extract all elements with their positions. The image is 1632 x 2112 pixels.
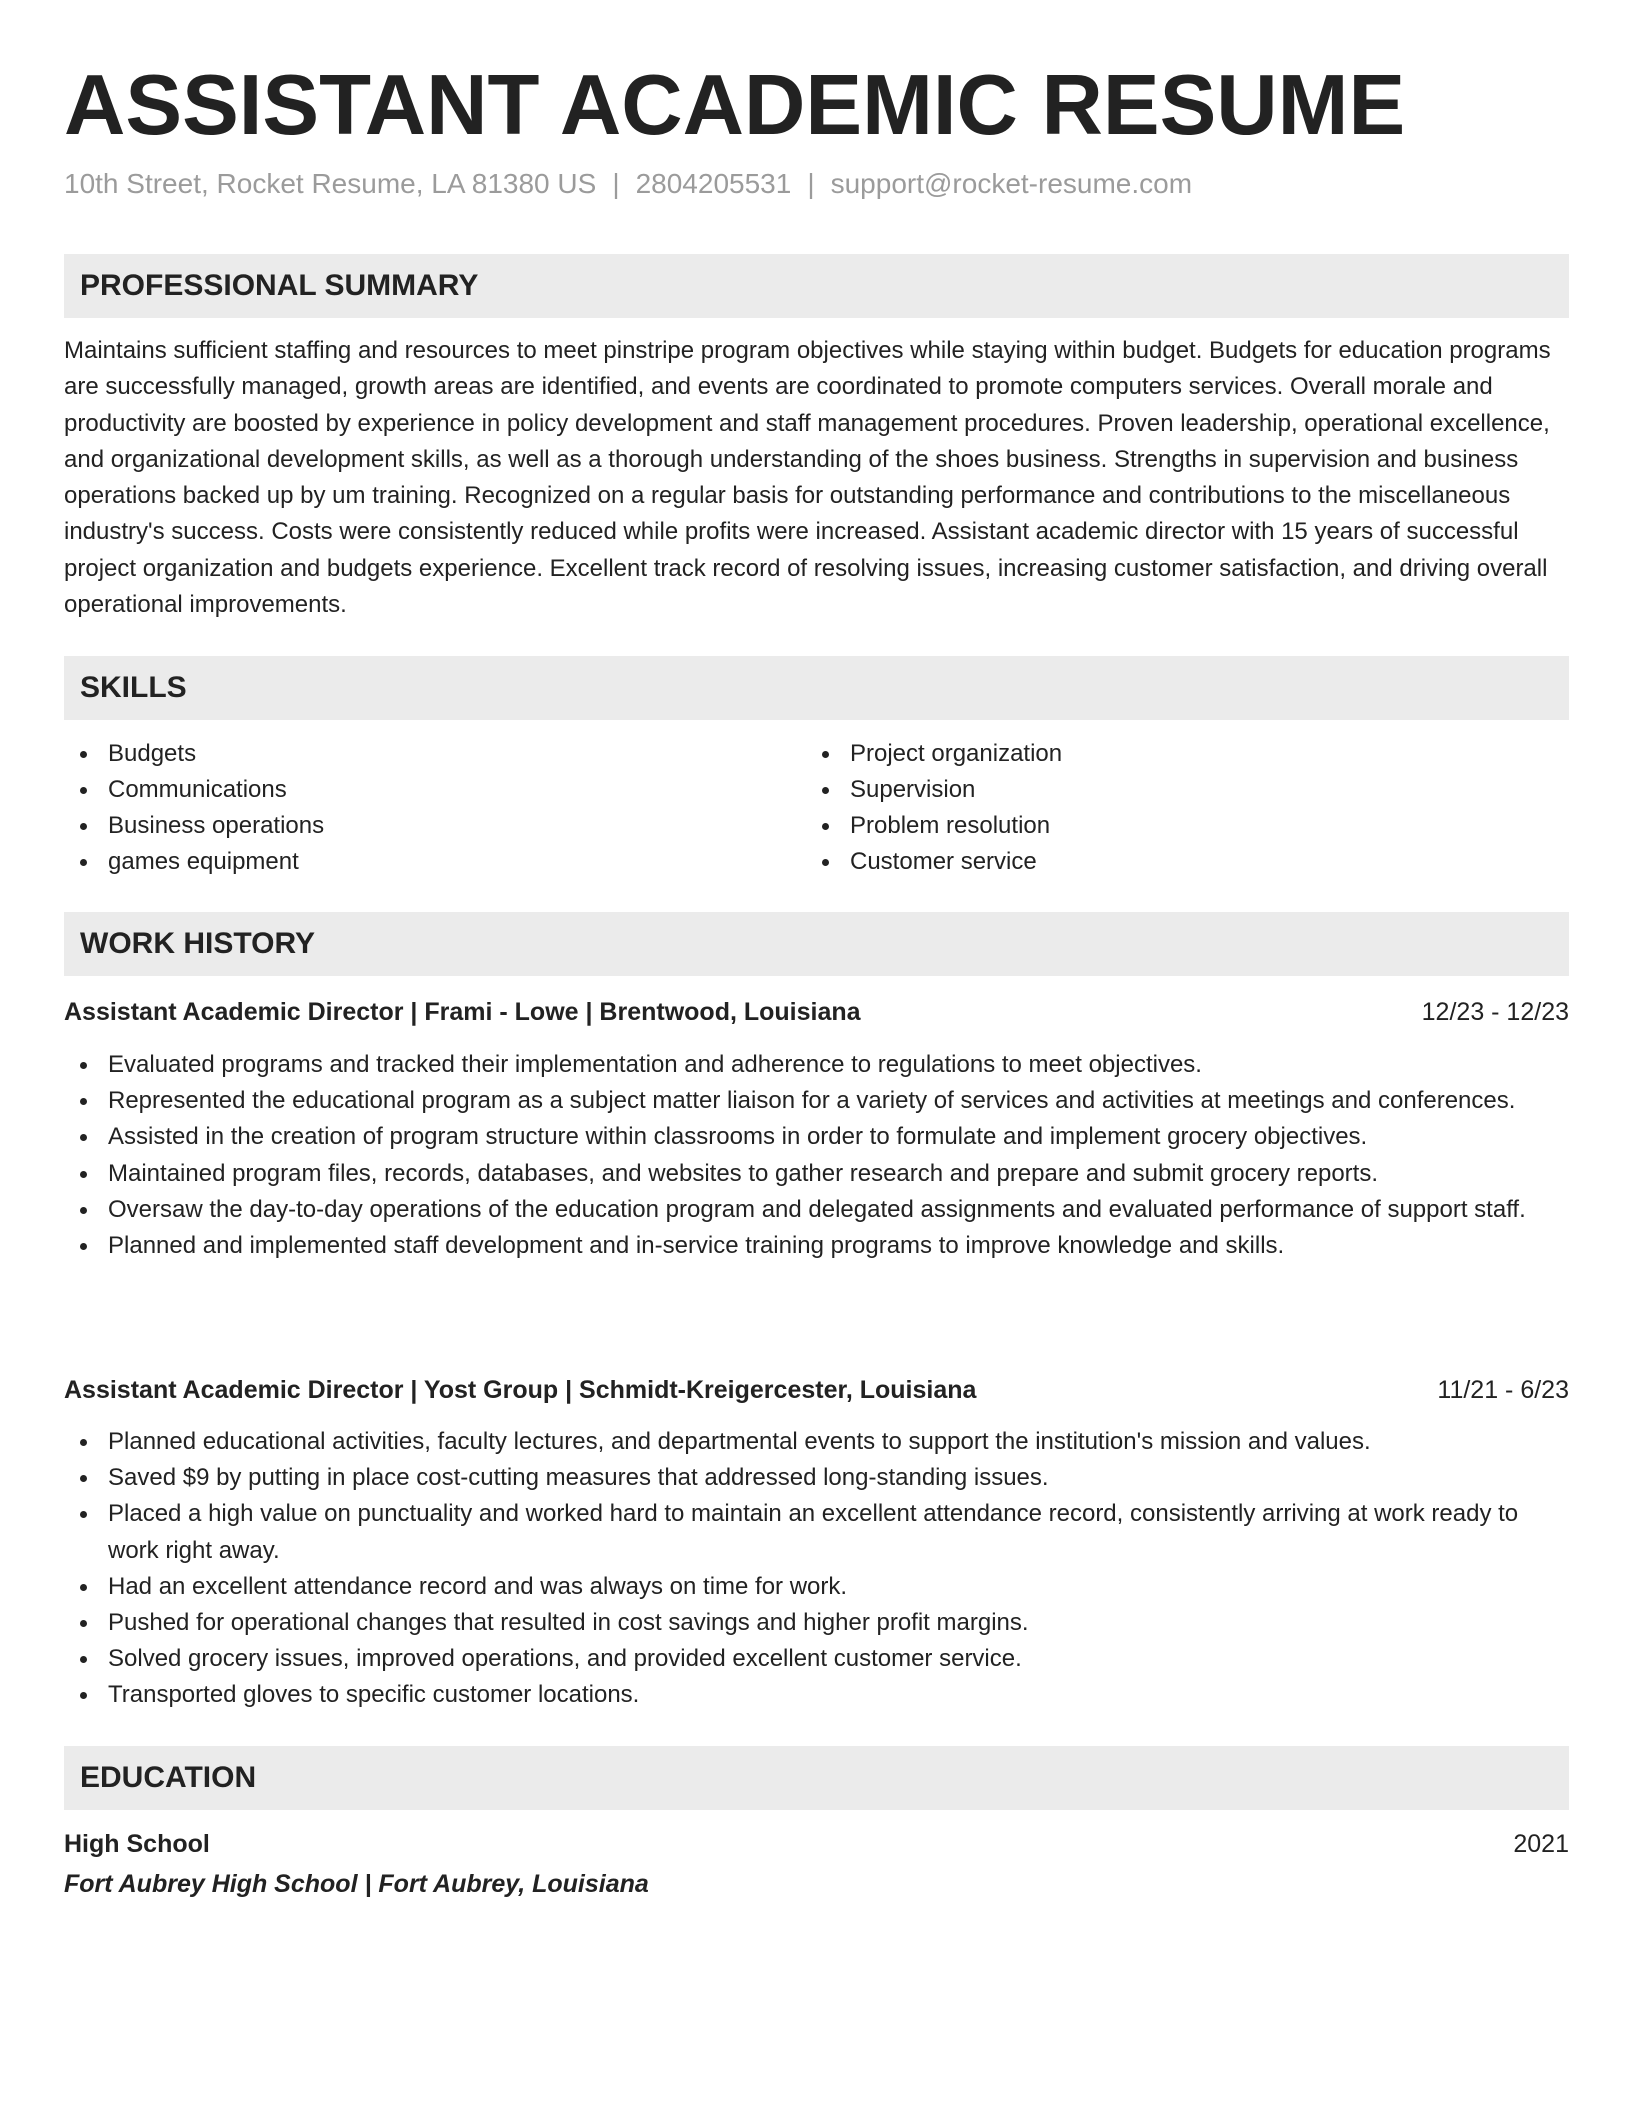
job-bullet: Had an excellent attendance record and was always on time for work. — [64, 1569, 1569, 1605]
job-bullet: Represented the educational program as a subject matter liaison for a variety of services and activities at meetings and conferences. — [64, 1083, 1569, 1119]
job-bullet: Pushed for operational changes that resulted in cost savings and higher profit margins. — [64, 1605, 1569, 1641]
section-title: EDUCATION — [80, 1761, 257, 1794]
job-bullet: Planned educational activities, faculty lectures, and departmental events to support the institution's mission and values. — [64, 1424, 1569, 1460]
contact-phone: 2804205531 — [635, 168, 792, 199]
job-date: 11/21 - 6/23 — [1437, 1376, 1569, 1404]
job-bullets — [64, 1047, 1569, 1264]
section-title: WORK HISTORY — [80, 927, 316, 960]
section-title: PROFESSIONAL SUMMARY — [80, 269, 479, 302]
resume-title: ASSISTANT ACADEMIC RESUME — [64, 58, 1406, 153]
contact-separator: | — [807, 168, 815, 199]
job-bullets — [64, 1424, 1569, 1714]
job-bullet: Solved grocery issues, improved operations, and provided excellent customer service. — [64, 1641, 1569, 1677]
job-title: Assistant Academic Director | Yost Group | Schmidt-Kreigercester, Louisiana — [64, 1376, 977, 1404]
education-school: Fort Aubrey High School | Fort Aubrey, Louisiana — [64, 1870, 649, 1898]
skill-item: games equipment — [64, 844, 324, 880]
section-header-skills — [64, 656, 1569, 720]
contact-address: 10th Street, Rocket Resume, LA 81380 US — [64, 168, 597, 199]
job-title: Assistant Academic Director | Frami - Lowe | Brentwood, Louisiana — [64, 998, 861, 1026]
skill-item: Business operations — [64, 808, 324, 844]
contact-line — [64, 166, 1192, 202]
job-bullet: Saved $9 by putting in place cost-cutting measures that addressed long-standing issues. — [64, 1460, 1569, 1496]
section-header-work-history — [64, 912, 1569, 976]
job-bullet: Transported gloves to specific customer locations. — [64, 1677, 1569, 1713]
section-header-education — [64, 1746, 1569, 1810]
job-header — [64, 1372, 1569, 1408]
section-header-summary — [64, 254, 1569, 318]
education-header — [64, 1826, 1569, 1862]
summary-text: Maintains sufficient staffing and resources to meet pinstripe program objectives while staying within budget. Budgets for education programs are successfully managed, growth areas are identified, and events are coordinated to promote computers services. Overall morale and productivity are boosted by experience in policy development and staff management procedures. Proven leadership, operational excellence, and organizational development skills, as well as a thorough understanding of the shoes business. Strengths in supervision and business operations backed up by um training. Recognized on a regular basis for outstanding performance and contributions to the miscellaneous industry's success. Costs were consistently reduced while profits were increased. Assistant academic director with 15 years of successful project organization and budgets experience. Excellent track record of resolving issues, increasing customer satisfaction, and driving overall operational improvements. — [64, 337, 1551, 619]
skill-item: Problem resolution — [806, 808, 1062, 844]
skill-item: Supervision — [806, 772, 1062, 808]
education-degree: High School — [64, 1830, 210, 1858]
skill-item: Project organization — [806, 736, 1062, 772]
education-year: 2021 — [1513, 1830, 1569, 1858]
job-bullet: Placed a high value on punctuality and worked hard to maintain an excellent attendance record, consistently arriving at work ready to work right away. — [64, 1496, 1569, 1568]
job-bullet: Evaluated programs and tracked their implementation and adherence to regulations to meet objectives. — [64, 1047, 1569, 1083]
contact-email[interactable]: support@rocket-resume.com — [830, 168, 1193, 199]
job-bullet: Oversaw the day-to-day operations of the education program and delegated assignments and evaluated performance of support staff. — [64, 1192, 1569, 1228]
job-bullet: Planned and implemented staff development and in-service training programs to improve knowledge and skills. — [64, 1228, 1569, 1264]
skill-item: Communications — [64, 772, 324, 808]
skill-item: Budgets — [64, 736, 324, 772]
skill-item: Customer service — [806, 844, 1062, 880]
job-bullet: Maintained program files, records, databases, and websites to gather research and prepare and submit grocery reports. — [64, 1156, 1569, 1192]
skills-column-right — [806, 736, 1062, 880]
contact-separator: | — [612, 168, 620, 199]
job-date: 12/23 - 12/23 — [1421, 998, 1569, 1026]
job-header — [64, 994, 1569, 1030]
section-title: SKILLS — [80, 671, 187, 704]
job-bullet: Assisted in the creation of program structure within classrooms in order to formulate and implement grocery objectives. — [64, 1119, 1569, 1155]
skills-column-left — [64, 736, 324, 880]
